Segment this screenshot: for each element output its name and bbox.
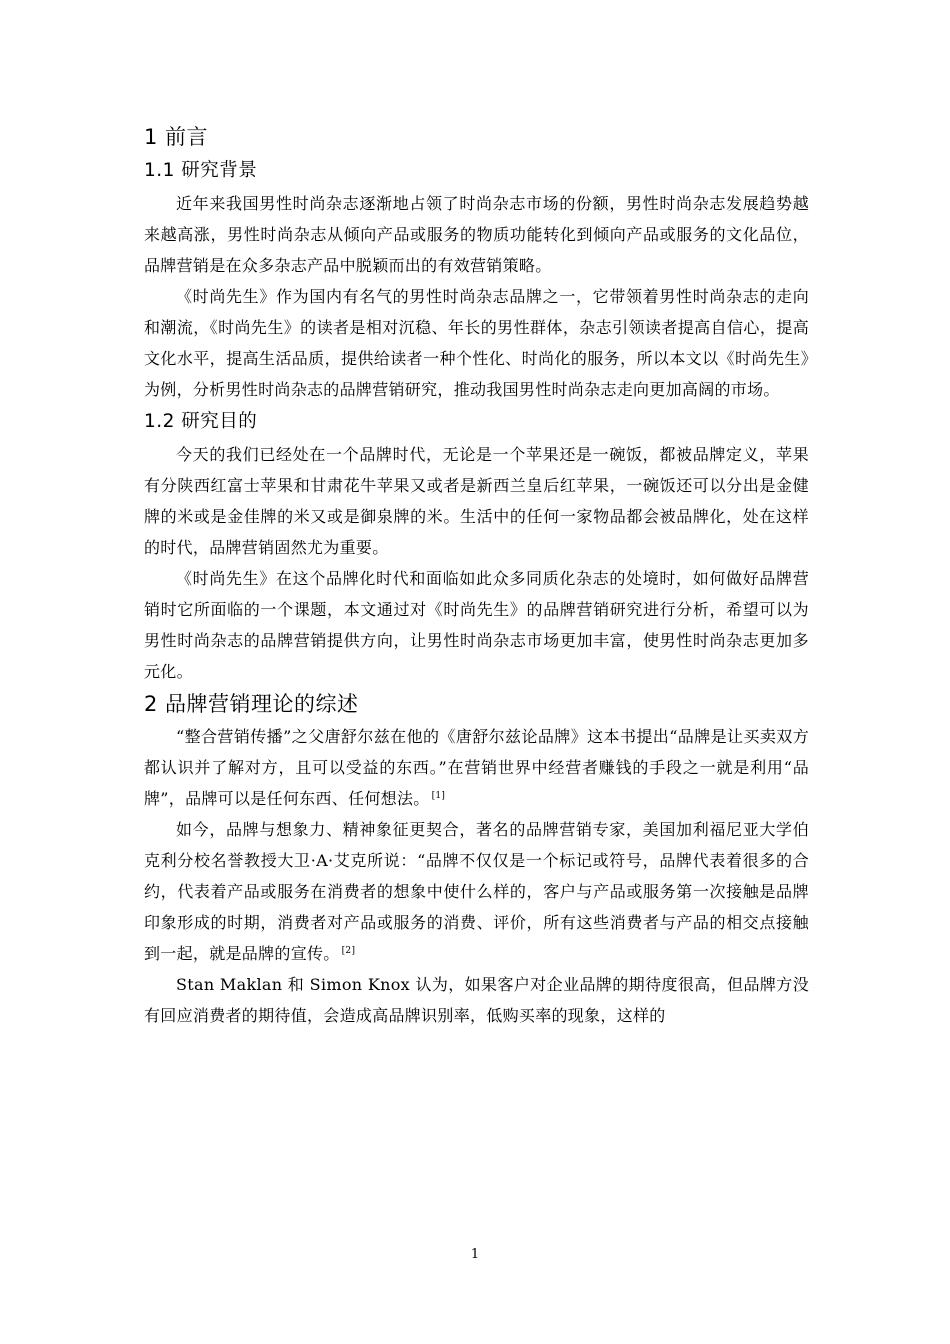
heading-1-preface: 1 前言 [144,125,209,149]
paragraph-with-citation [144,721,809,814]
page-number: 1 [470,1247,480,1262]
paragraph: 今天的我们已经处在一个品牌时代，无论是一个苹果还是一碗饭，都被品牌定义，苹果有分陕西红富士苹果和甘肃花牛苹果又或者是新西兰皇后红苹果，一碗饭还可以分出是金健牌的米或是金佳牌的米又或是御泉牌的米。生活中的任何一家物品都会被品牌化，处在这样的时代，品牌营销固然尤为重要。 [144,445,809,557]
heading-1-1-research-background: 1.1 研究背景 [144,160,258,181]
paragraph: 《时尚先生》作为国内有名气的男性时尚杂志品牌之一，它带领着男性时尚杂志的走向和潮流，《时尚先生》的读者是相对沉稳、年长的男性群体，杂志引领读者提高自信心，提高文化水平，提高生活品质，提供给读者一种个性化、时尚化的服务，所以本文以《时尚先生》为例，分析男性时尚杂志的品牌营销研究，推动我国男性时尚杂志走向更加高阔的市场。 [144,287,809,399]
citation-marker: [1] [431,790,446,801]
paragraph-text: 如今，品牌与想象力、精神象征更契合，著名的品牌营销专家，美国加利福尼亚大学伯克利分校名誉教授大卫·A·艾克所说：“品牌不仅仅是一个标记或符号，品牌代表着很多的合约，代表着产品或服务在消费者的想象中使什么样的，客户与产品或服务第一次接触是品牌印象形成的时期，消费者对产品或服务的消费、评价，所有这些消费者与产品的相交点接触到一起，就是品牌的宣传。 [144,820,809,963]
paragraph-text: “整合营销传播”之父唐舒尔兹在他的《唐舒尔兹论品牌》这本书提出“品牌是让买卖双方都认识并了解对方，且可以受益的东西。”在营销世界中经营者赚钱的手段之一就是利用“品牌”，品牌可以是任何东西、任何想法。 [144,727,809,808]
paragraph-with-citation [144,814,809,969]
paragraph: Stan Maklan 和 Simon Knox 认为，如果客户对企业品牌的期待度很高，但品牌方没有回应消费者的期待值，会造成高品牌识别率，低购买率的现象，这样的 [144,975,809,1025]
paragraph: 近年来我国男性时尚杂志逐渐地占领了时尚杂志市场的份额，男性时尚杂志发展趋势越来越高涨，男性时尚杂志从倾向产品或服务的物质功能转化到倾向产品或服务的文化品位，品牌营销是在众多杂志产品中脱颖而出的有效营销策略。 [144,194,809,275]
paragraph: 《时尚先生》在这个品牌化时代和面临如此众多同质化杂志的处境时，如何做好品牌营销时它所面临的一个课题，本文通过对《时尚先生》的品牌营销研究进行分析，希望可以为男性时尚杂志的品牌营销提供方向，让男性时尚杂志市场更加丰富，使男性时尚杂志更加多元化。 [144,569,809,681]
heading-2-brand-marketing-review: 2 品牌营销理论的综述 [144,692,359,716]
page-body [144,120,809,1031]
citation-marker: [2] [341,945,356,956]
heading-1-2-research-purpose: 1.2 研究目的 [144,411,258,432]
